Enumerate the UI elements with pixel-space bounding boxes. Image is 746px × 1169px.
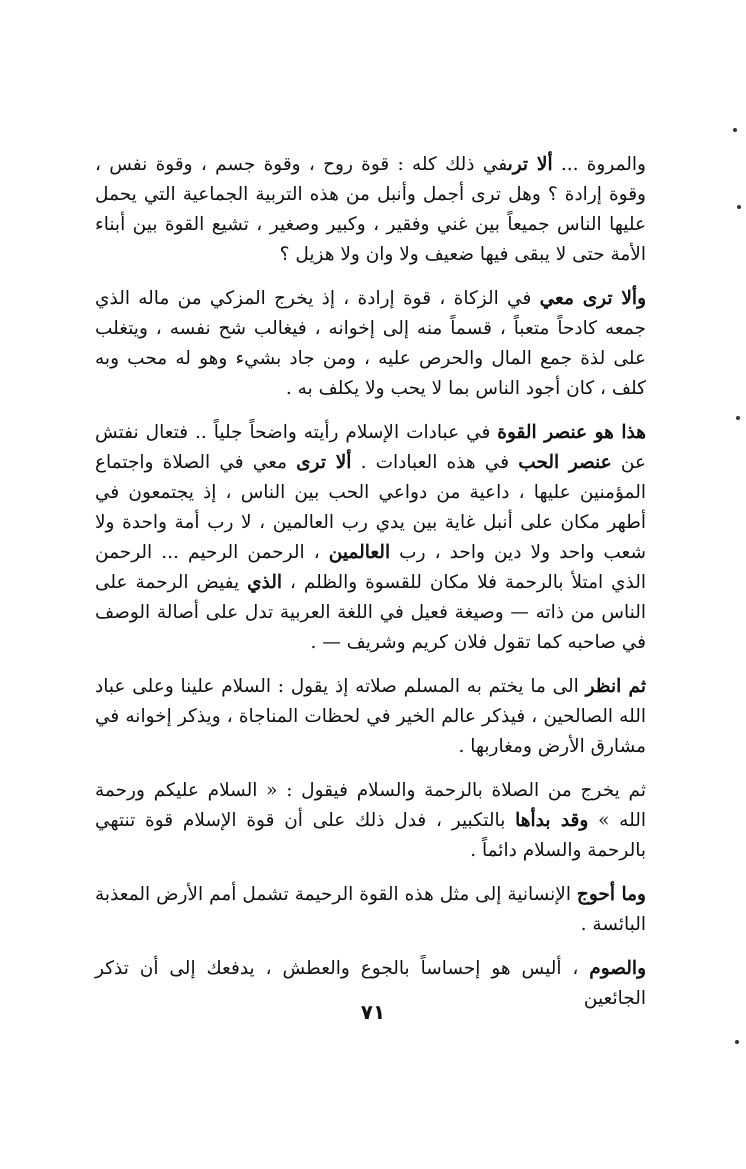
paragraph: [95, 880, 646, 940]
paragraph: [95, 150, 646, 270]
paragraph: [95, 284, 646, 404]
scan-speck: [733, 128, 737, 132]
text-run: الى ما يختم به المسلم صلاته إذ يقول : السلام علينا وعلى عباد الله الصالحين ، فيذكر عالم الخير في لحظات المناجاة ، ويذكر إخوانه في مشارق الأرض ومغاربها .: [95, 676, 646, 757]
scan-speck: [735, 1040, 739, 1044]
text-run: في هذه العبادات .: [351, 452, 519, 473]
bold-phrase: ألا ترى: [507, 154, 553, 175]
paragraph: [95, 672, 646, 762]
scan-speck: [736, 416, 740, 420]
bold-phrase: وقد بدأها: [515, 810, 589, 831]
bold-phrase: الذي: [247, 572, 283, 593]
page-text: [95, 150, 646, 1028]
text-run: ، الرحمن الرحيم ... الرحمن الذي امتلأ بالرحمة فلا مكان للقسوة والظلم ،: [95, 542, 647, 593]
bold-phrase: هذا هو عنصر القوة: [497, 422, 647, 443]
bold-phrase: ألا ترى: [296, 452, 352, 473]
paragraph: [95, 418, 646, 658]
paragraph: [95, 776, 646, 866]
bold-phrase: ثم انظر: [585, 676, 646, 697]
text-run: ثم يخرج من الصلاة بالرحمة والسلام فيقول : « السلام عليكم ورحمة الله »: [95, 780, 646, 831]
text-run: ، أليس هو إحساساً بالجوع والعطش ، يدفعك إلى أن تذكر الجائعين: [95, 958, 646, 1009]
text-run: يفيض الرحمة على الناس من ذاته — وصيغة فعيل في اللغة العربية تدل على أصالة الوصف في صاحبه كما تقول فلان كريم وشريف — .: [95, 572, 646, 653]
text-run: في الزكاة ، قوة إرادة ، إذ يخرج المزكي من ماله الذي جمعه كادحاً متعباً ، قسماً منه إلى إخوانه ، فيغالب شح نفسه ، ويتغلب على لذة جمع المال والحرص عليه ، ومن جاد بشيء وهو له محب وبه كلف ، كان أجود الناس بما لا يحب ولا يكلف به .: [95, 288, 646, 399]
page-number: ٧١: [360, 1000, 386, 1024]
bold-phrase: وما أحوج: [576, 884, 646, 905]
bold-phrase: وألا ترى معي: [539, 288, 647, 309]
text-run: بالتكبير ، فدل ذلك على أن قوة الإسلام قوة تنتهي بالرحمة والسلام دائماً .: [95, 810, 646, 861]
scan-speck: [737, 205, 741, 209]
text-run: في ذلك كله : قوة روح ، وقوة جسم ، وقوة نفس ، وقوة إرادة ؟ وهل ترى أجمل وأنبل من هذه التربية الجماعية التي يحمل عليها الناس جميعاً بين غني وفقير ، وكبير وصغير ، تشيع القوة بين أبناء الأمة حتى لا يبقى فيها ضعيف ولا وان ولا هزيل ؟: [95, 154, 646, 265]
bold-phrase: العالمين: [328, 542, 391, 563]
text-run: في عبادات الإسلام رأيته واضحاً جلياً .. فتعال نفتش عن: [95, 422, 646, 473]
text-run: الإنسانية إلى مثل هذه القوة الرحيمة تشمل أمم الأرض المعذبة البائسة .: [95, 884, 646, 935]
bold-phrase: والصوم: [589, 958, 646, 979]
bold-phrase: عنصر الحب: [518, 452, 612, 473]
text-run: والمروة ...: [552, 154, 646, 175]
text-run: معي في الصلاة واجتماع المؤمنين عليها ، داعية من دواعي الحب بين الناس ، إذ يجتمعون في أطهر مكان على أنبل غاية بين يدي رب العالمين ، لا رب أمة واحدة ولا شعب واحد ولا دين واحد ، رب: [95, 452, 646, 563]
